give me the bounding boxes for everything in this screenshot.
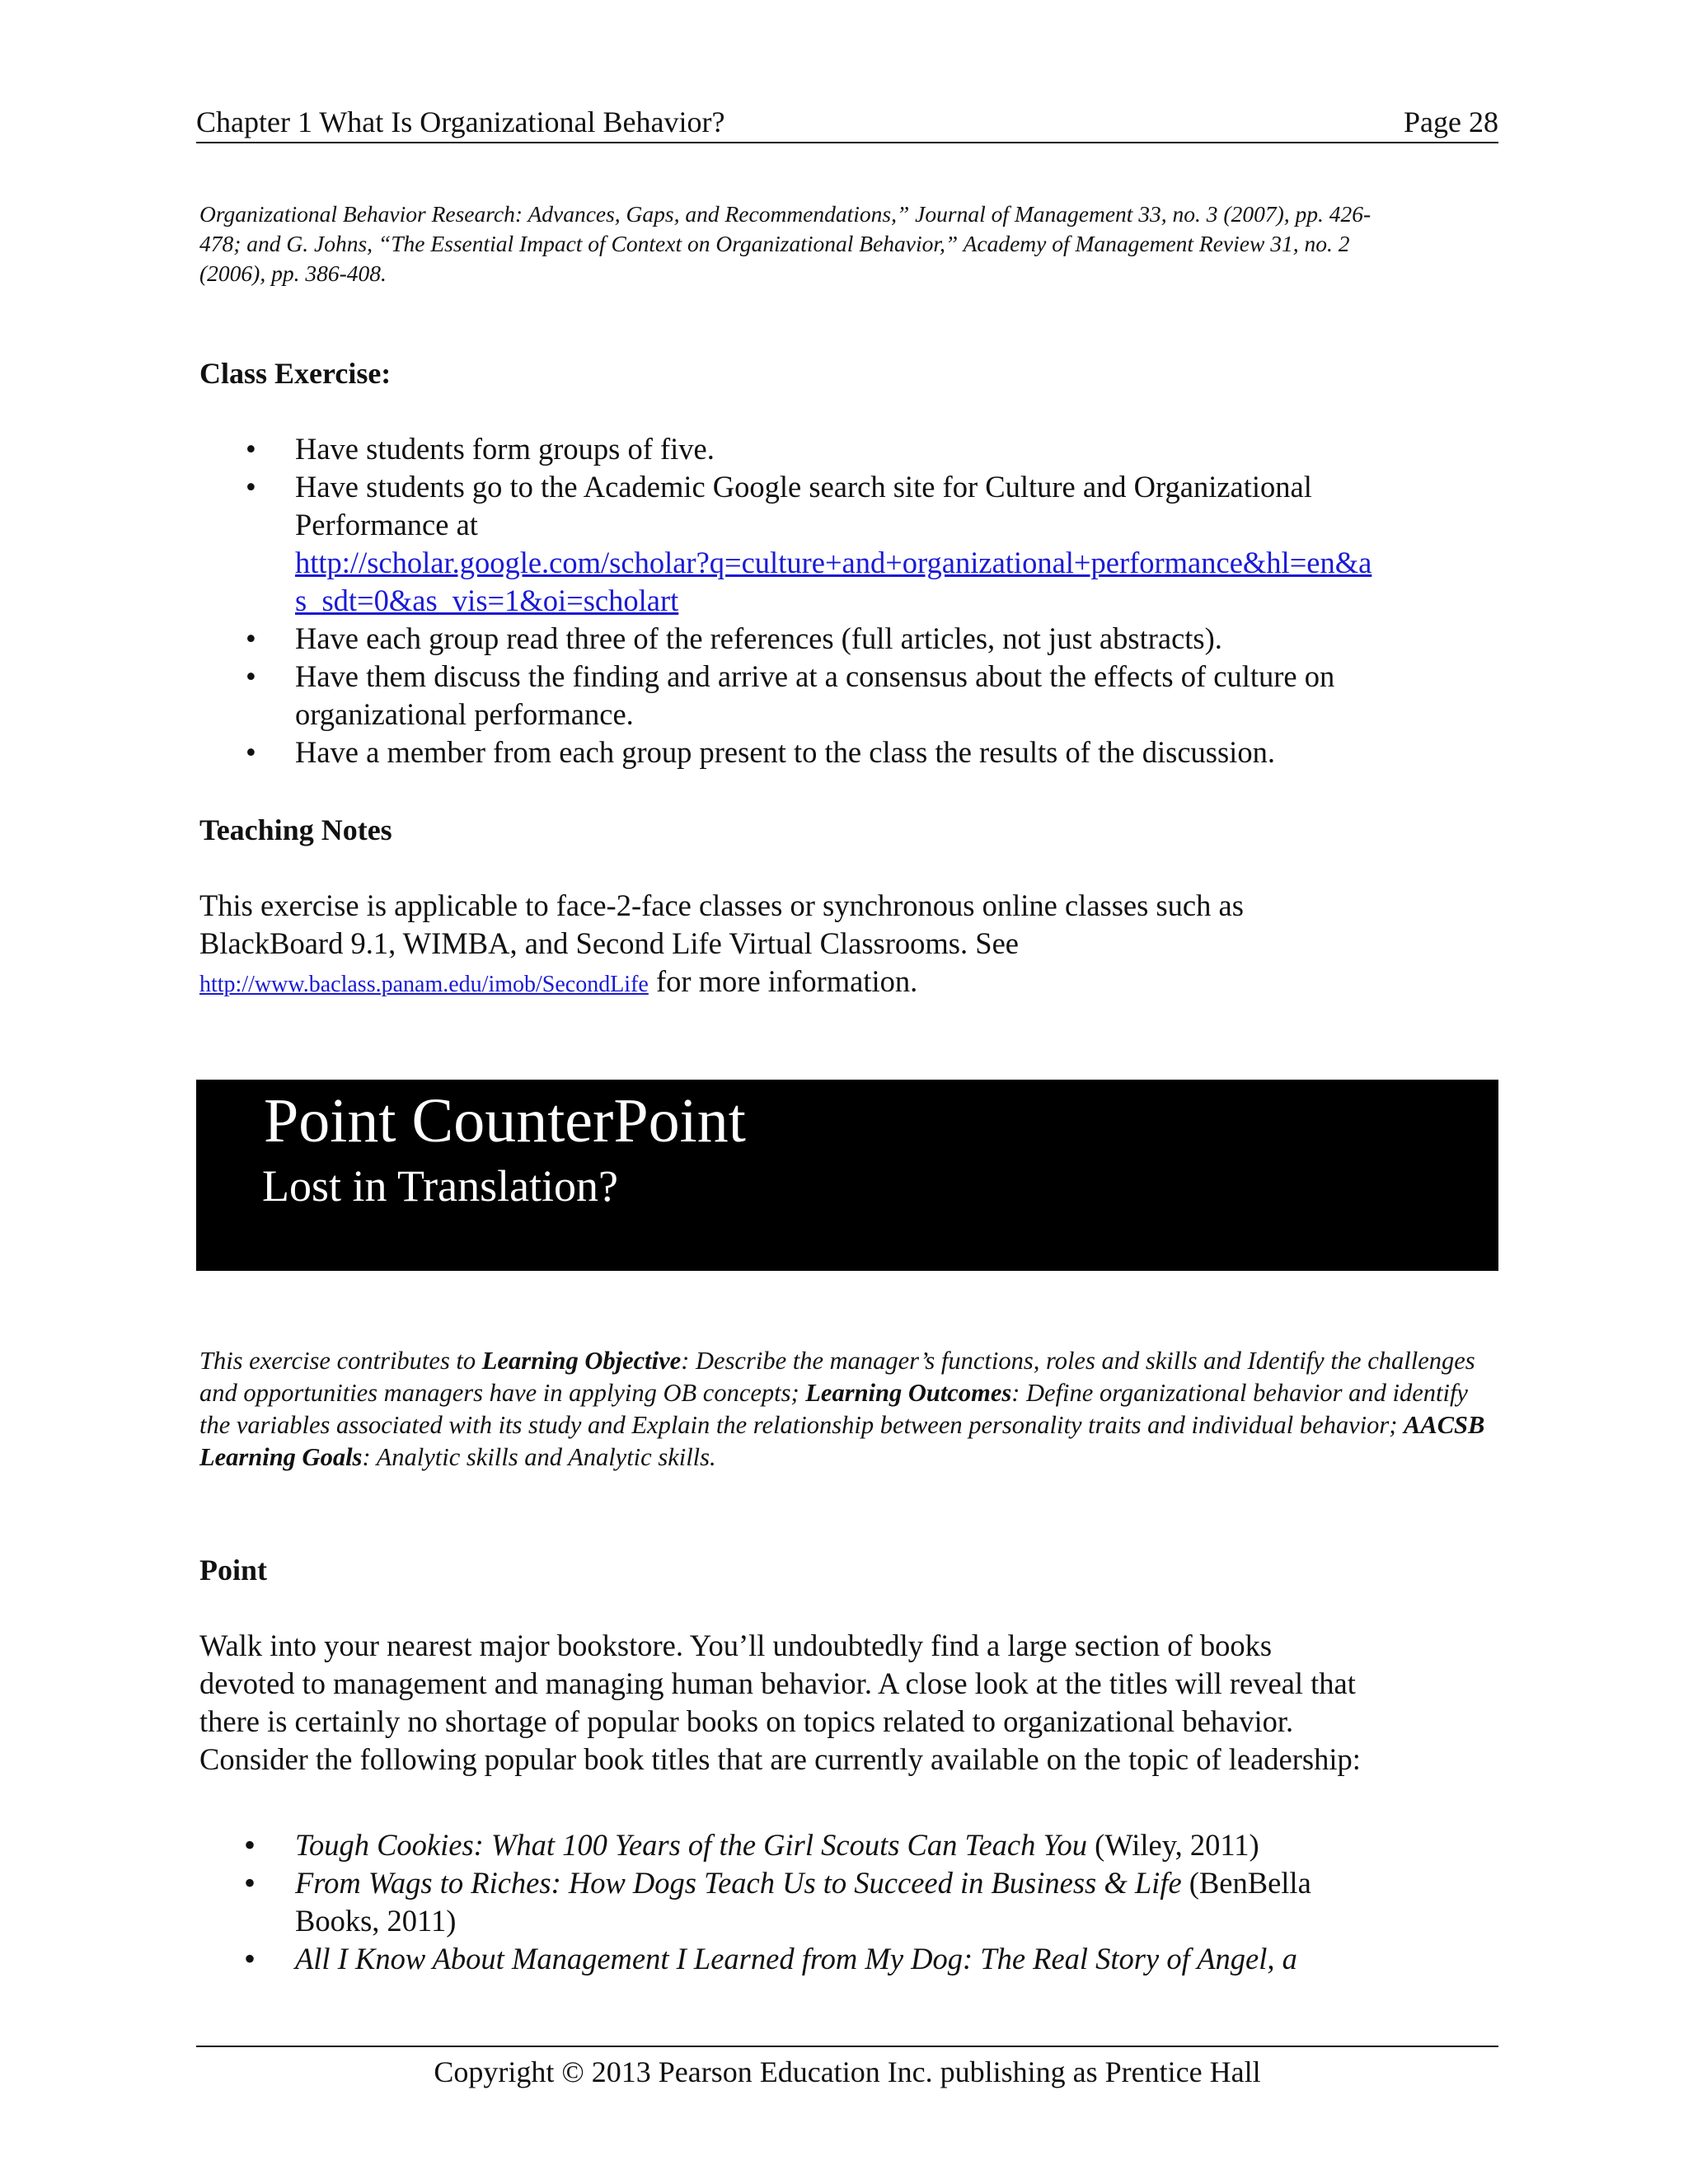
second-life-link[interactable]: http://www.baclass.panam.edu/imob/SecondLife [199, 972, 649, 997]
list-item: • Have each group read three of the references (full articles, not just abstracts). [199, 620, 1498, 658]
learning-objective-paragraph: This exercise contributes to Learning Objective: Describe the manager’s functions, roles and skills and Identify the challenges and opportunities managers have in applying OB concepts; Learning Outcomes: Define organizational behavior and identify the variables associated with its study and Explain the relationship between personality traits and individual behavior; AACSB Learning Goals: Analytic skills and Analytic skills. [199, 1347, 1485, 1471]
list-item: • Have students go to the Academic Google search site for Culture and Organizational Performance at http://scholar.google.com/scholar?q=culture+and+organizational+performance&hl=en&a s_sdt=0&as_vis=1&oi=scholart [246, 470, 1372, 617]
document-page [196, 0, 1498, 2184]
bullet-icon: • [244, 1826, 256, 1863]
bullet-icon: • [246, 659, 256, 693]
book-title: Tough Cookies: What 100 Years of the Girl Scouts Can Teach You [295, 1828, 1087, 1862]
footer-divider [196, 2046, 1498, 2047]
chapter-title: Chapter 1 What Is Organizational Behavior? [196, 105, 725, 138]
bullet-icon: • [246, 735, 256, 769]
google-scholar-link-continued[interactable]: s_sdt=0&as_vis=1&oi=scholart [295, 583, 679, 617]
list-item [199, 1940, 1498, 1978]
citation-line: Organizational Behavior Research: Advances, Gaps, and Recommendations,” Journal of Management 33, no. 3 (2007), pp. 426- [199, 201, 1372, 227]
bullet-icon: • [246, 470, 256, 504]
bullet-icon: • [244, 1940, 256, 1977]
point-counterpoint-banner [196, 1080, 1498, 1271]
list-item: • Tough Cookies: What 100 Years of the Girl Scouts Can Teach You (Wiley, 2011) [244, 1826, 1259, 1863]
class-exercise-list [199, 430, 1498, 771]
banner-title: Point CounterPoint [264, 1086, 746, 1155]
page-number: Page 28 [1404, 105, 1498, 138]
google-scholar-link[interactable]: http://scholar.google.com/scholar?q=culture+and+organizational+performance&hl=en&a [295, 546, 1372, 579]
bullet-icon: • [244, 1864, 256, 1901]
book-title-list [199, 1826, 1498, 1978]
list-item: • Have students form groups of five. [199, 430, 1498, 468]
class-exercise-heading: Class Exercise: [199, 357, 392, 390]
citation-continuation [199, 199, 1498, 288]
bullet-icon: • [246, 621, 256, 655]
book-title: All I Know About Management I Learned from My Dog: The Real Story of Angel, a [295, 1942, 1297, 1975]
page-footer: Copyright © 2013 Pearson Education Inc. publishing as Prentice Hall [434, 2055, 1261, 2088]
list-item: • From Wags to Riches: How Dogs Teach Us to Succeed in Business & Life (BenBella Books, 2011) [244, 1864, 1311, 1938]
point-body: Walk into your nearest major bookstore. You’ll undoubtedly find a large section of books devoted to management and managing human behavior. A close look at the titles will reveal that there is certainly no shortage of popular books on topics related to organizational behavior. Consider the following popular book titles that are currently available on the topic of leadership: [199, 1629, 1361, 1776]
banner-subtitle: Lost in Translation? [262, 1161, 619, 1211]
bullet-icon: • [246, 432, 256, 466]
page-header [196, 97, 1498, 143]
teaching-notes-heading: Teaching Notes [199, 813, 392, 846]
citation-line: (2006), pp. 386-408. [199, 260, 387, 286]
list-item: • Have a member from each group present to the class the results of the discussion. [199, 733, 1498, 771]
list-item: • Have them discuss the finding and arrive at a consensus about the effects of culture on organizational performance. [246, 659, 1335, 731]
teaching-notes-body: This exercise is applicable to face-2-face classes or synchronous online classes such as BlackBoard 9.1, WIMBA, and Second Life Virtual Classrooms. See http://www.baclass.panam.edu/imob/SecondLife for more information. [199, 888, 1244, 998]
point-heading: Point [199, 1554, 268, 1586]
book-title: From Wags to Riches: How Dogs Teach Us to Succeed in Business & Life [295, 1866, 1182, 1900]
citation-line: 478; and G. Johns, “The Essential Impact of Context on Organizational Behavior,” Academy of Management Review 31, no. 2 [199, 231, 1350, 256]
